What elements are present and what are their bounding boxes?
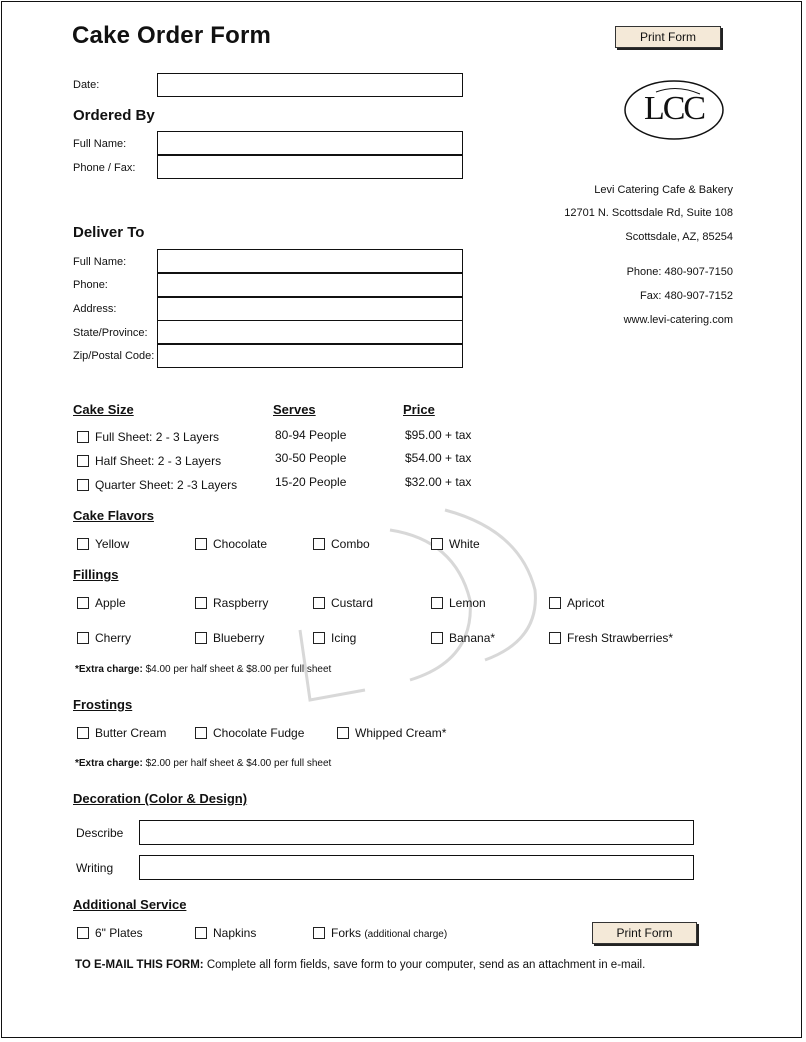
deliver-phone-field[interactable] (157, 273, 463, 297)
filling-blueberry-label: Blueberry (213, 631, 265, 645)
flavor-yellow-label: Yellow (95, 537, 130, 551)
deliver-state-field[interactable] (157, 320, 463, 344)
flavor-yellow-checkbox[interactable] (77, 538, 89, 550)
serves-heading: Serves (273, 402, 316, 417)
filling-banana-label: Banana* (449, 631, 496, 645)
filling-cherry-checkbox[interactable] (77, 632, 89, 644)
decoration-heading: Decoration (Color & Design) (73, 791, 248, 806)
ordered-phone-fax-field[interactable] (157, 155, 463, 179)
flavor-combo-label: Combo (331, 537, 370, 551)
plates-label: 6" Plates (95, 926, 143, 940)
full-sheet-price: $95.00 + tax (405, 428, 472, 442)
fillings-extra-charge-text: $4.00 per half sheet & $8.00 per full sheet (145, 664, 332, 675)
filling-banana-checkbox[interactable] (431, 632, 443, 644)
company-street: 12701 N. Scottsdale Rd, Suite 108 (564, 207, 733, 219)
filling-apple-label: Apple (95, 596, 126, 610)
deliver-address-field[interactable] (157, 297, 463, 321)
frosting-butter-cream-checkbox[interactable] (77, 727, 89, 739)
company-name: Levi Catering Cafe & Bakery (594, 184, 733, 196)
filling-icing-label: Icing (331, 631, 357, 645)
page-title: Cake Order Form (72, 22, 272, 49)
frostings-extra-charge-label: *Extra charge: (75, 758, 143, 769)
additional-service-heading: Additional Service (73, 897, 187, 912)
date-label: Date: (73, 79, 100, 91)
quarter-sheet-label: Quarter Sheet: 2 -3 Layers (95, 478, 238, 492)
deliver-zip-label: Zip/Postal Code: (73, 350, 155, 362)
napkins-checkbox[interactable] (195, 927, 207, 939)
flavor-combo-checkbox[interactable] (313, 538, 325, 550)
napkins-label: Napkins (213, 926, 257, 940)
date-field[interactable] (157, 73, 463, 97)
ordered-full-name-field[interactable] (157, 131, 463, 155)
flavor-white-checkbox[interactable] (431, 538, 443, 550)
frostings-extra-charge-text: $2.00 per half sheet & $4.00 per full sheet (145, 758, 332, 769)
fillings-extra-charge-note (75, 664, 331, 675)
frosting-chocolate-fudge-label: Chocolate Fudge (213, 726, 305, 740)
plates-checkbox[interactable] (77, 927, 89, 939)
fillings-extra-charge-label: *Extra charge: (75, 664, 143, 675)
describe-field[interactable] (139, 820, 694, 845)
price-heading: Price (403, 402, 435, 417)
frosting-whipped-cream-label: Whipped Cream* (355, 726, 447, 740)
filling-custard-label: Custard (331, 596, 374, 610)
fillings-heading: Fillings (73, 567, 119, 582)
print-form-button-bottom[interactable]: Print Form (592, 922, 697, 944)
company-phone: Phone: 480-907-7150 (626, 266, 733, 278)
forks-label-group (331, 926, 447, 940)
company-fax: Fax: 480-907-7152 (640, 290, 733, 302)
frosting-chocolate-fudge-checkbox[interactable] (195, 727, 207, 739)
forks-note: (additional charge) (364, 929, 448, 940)
full-sheet-serves: 80-94 People (275, 428, 347, 442)
ordered-full-name-label: Full Name: (73, 138, 127, 150)
filling-apple-checkbox[interactable] (77, 597, 89, 609)
company-website: www.levi-catering.com (623, 314, 733, 326)
half-sheet-price: $54.00 + tax (405, 451, 472, 465)
cake-size-heading: Cake Size (73, 402, 134, 417)
deliver-state-label: State/Province: (73, 327, 148, 339)
filling-raspberry-label: Raspberry (213, 596, 269, 610)
deliver-full-name-field[interactable] (157, 249, 463, 273)
deliver-phone-label: Phone: (73, 279, 108, 291)
quarter-sheet-serves: 15-20 People (275, 475, 347, 489)
company-city: Scottsdale, AZ, 85254 (625, 231, 733, 243)
filling-apricot-label: Apricot (567, 596, 605, 610)
email-instructions-label: TO E-MAIL THIS FORM: (75, 959, 204, 971)
deliver-zip-field[interactable] (157, 344, 463, 368)
filling-lemon-label: Lemon (449, 596, 486, 610)
filling-raspberry-checkbox[interactable] (195, 597, 207, 609)
ordered-by-heading: Ordered By (73, 107, 155, 124)
flavor-white-label: White (449, 537, 480, 551)
filling-strawberries-label: Fresh Strawberries* (567, 631, 674, 645)
filling-icing-checkbox[interactable] (313, 632, 325, 644)
filling-lemon-checkbox[interactable] (431, 597, 443, 609)
forks-label: Forks (331, 926, 361, 940)
quarter-sheet-price: $32.00 + tax (405, 475, 472, 489)
deliver-address-label: Address: (73, 303, 117, 315)
frostings-heading: Frostings (73, 697, 133, 712)
quarter-sheet-checkbox[interactable] (77, 479, 89, 491)
full-sheet-label: Full Sheet: 2 - 3 Layers (95, 430, 220, 444)
full-sheet-checkbox[interactable] (77, 431, 89, 443)
writing-field[interactable] (139, 855, 694, 880)
half-sheet-label: Half Sheet: 2 - 3 Layers (95, 454, 222, 468)
email-instructions-text: Complete all form fields, save form to your computer, send as an attachment in e-mail. (206, 959, 646, 971)
forks-checkbox[interactable] (313, 927, 325, 939)
cake-flavors-heading: Cake Flavors (73, 508, 154, 523)
frosting-butter-cream-label: Butter Cream (95, 726, 167, 740)
half-sheet-checkbox[interactable] (77, 455, 89, 467)
frosting-whipped-cream-checkbox[interactable] (337, 727, 349, 739)
filling-blueberry-checkbox[interactable] (195, 632, 207, 644)
filling-strawberries-checkbox[interactable] (549, 632, 561, 644)
writing-label: Writing (76, 861, 114, 875)
deliver-full-name-label: Full Name: (73, 256, 127, 268)
deliver-to-heading: Deliver To (73, 224, 145, 241)
filling-custard-checkbox[interactable] (313, 597, 325, 609)
describe-label: Describe (76, 826, 124, 840)
filling-apricot-checkbox[interactable] (549, 597, 561, 609)
filling-cherry-label: Cherry (95, 631, 132, 645)
flavor-chocolate-checkbox[interactable] (195, 538, 207, 550)
email-instructions (75, 959, 645, 971)
flavor-chocolate-label: Chocolate (213, 537, 268, 551)
frostings-extra-charge-note (75, 758, 331, 769)
half-sheet-serves: 30-50 People (275, 451, 347, 465)
ordered-phone-fax-label: Phone / Fax: (73, 162, 136, 174)
print-form-button-top[interactable]: Print Form (615, 26, 721, 48)
logo-text: LCC (643, 90, 705, 127)
